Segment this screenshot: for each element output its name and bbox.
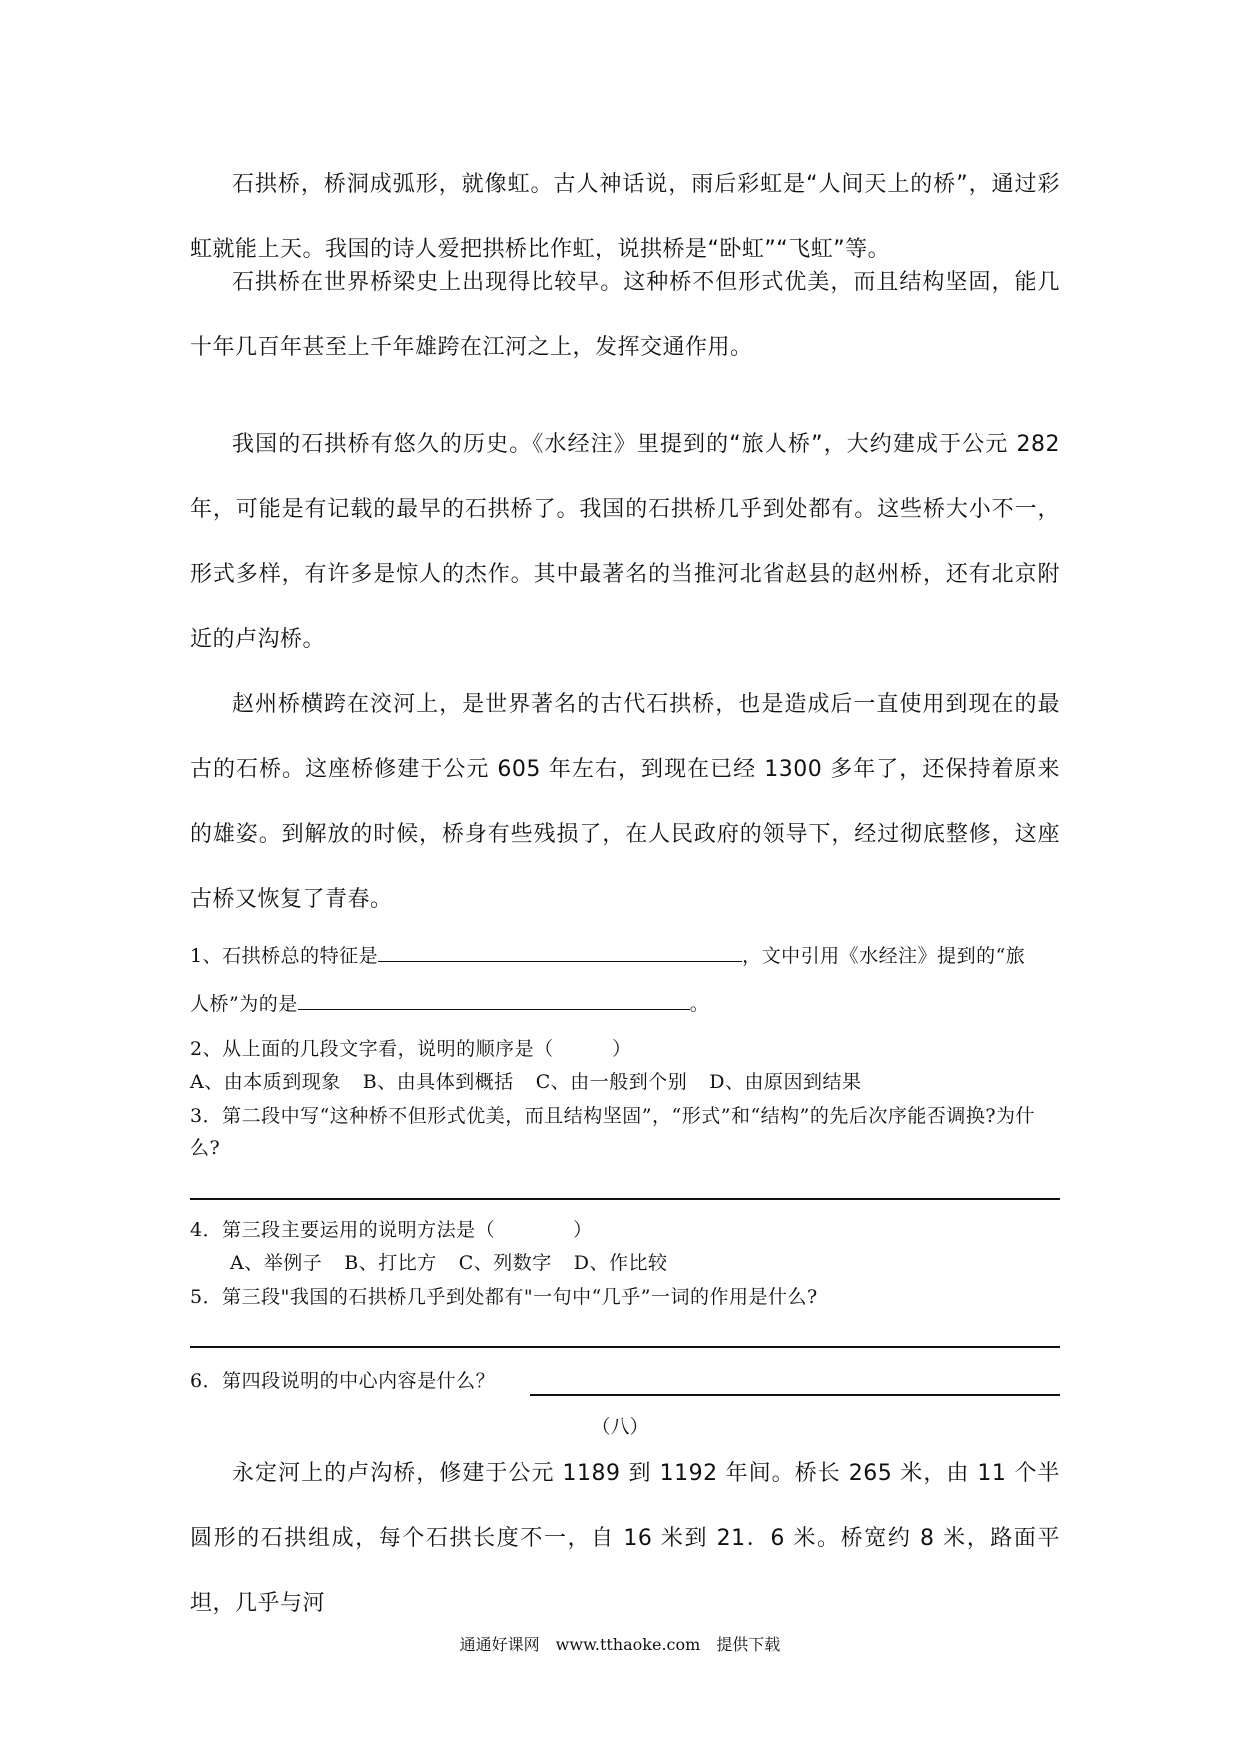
option-4d[interactable]: D、作比较	[573, 1252, 668, 1274]
answer-line-3[interactable]	[190, 1198, 1060, 1200]
footer-text: 通通好课网 www.tthaoke.com 提供下载	[459, 1635, 781, 1654]
question-4-options	[230, 1247, 1060, 1279]
question-4: 4．第三段主要运用的说明方法是（ ）	[190, 1219, 593, 1241]
question-1-text-b: ，文中引用《水经注》提到的“旅	[742, 945, 1026, 967]
question-1-text-a: 1、石拱桥总的特征是	[190, 945, 379, 967]
answer-line-6[interactable]	[530, 1394, 1060, 1396]
option-2b[interactable]: B、由具体到概括	[362, 1071, 514, 1093]
question-2: 2、从上面的几段文字看，说明的顺序是（ ）	[190, 1038, 632, 1060]
option-2d[interactable]: D、由原因到结果	[709, 1071, 862, 1093]
paragraph-2: 石拱桥在世界桥梁史上出现得比较早。这种桥不但形式优美，而且结构坚固，能几十年几百年甚至上千年雄跨在江河之上，发挥交通作用。	[190, 270, 1060, 360]
paragraph-4: 赵州桥横跨在洨河上，是世界著名的古代石拱桥，也是造成后一直使用到现在的最古的石桥。这座桥修建于公元 605 年左右，到现在已经 1300 多年了，还保持着原来的雄姿。到解放的时候，桥身有些残损了，在人民政府的领导下，经过彻底整修，这座古桥又恢复了青春。	[190, 692, 1060, 912]
question-1-text-d: 。	[689, 993, 710, 1015]
question-1-cont	[190, 988, 1060, 1020]
section-8-title: （八）	[591, 1416, 649, 1438]
question-5: 5．第三段"我国的石拱桥几乎到处都有"一句中“几乎”一词的作用是什么?	[190, 1286, 818, 1308]
question-1-text-c: 人桥”为的是	[190, 993, 298, 1015]
question-6: 6．第四段说明的中心内容是什么？	[190, 1370, 496, 1392]
question-2-options	[190, 1066, 1060, 1098]
option-4a[interactable]: A、举例子	[230, 1252, 323, 1274]
option-4c[interactable]: C、列数字	[458, 1252, 552, 1274]
paragraph-1: 石拱桥，桥洞成弧形，就像虹。古人神话说，雨后彩虹是“人间天上的桥”，通过彩虹就能上天。我国的诗人爱把拱桥比作虹，说拱桥是“卧虹”“飞虹”等。	[190, 172, 1060, 262]
answer-blank-1[interactable]	[378, 941, 742, 962]
option-2c[interactable]: C、由一般到个别	[535, 1071, 688, 1093]
question-3: 3．第二段中写“这种桥不但形式优美，而且结构坚固”，“形式”和“结构”的先后次序能否调换?为什么?	[190, 1105, 1036, 1159]
question-1	[190, 940, 1060, 972]
option-2a[interactable]: A、由本质到现象	[190, 1071, 341, 1093]
answer-line-5[interactable]	[190, 1346, 1060, 1348]
paragraph-3: 我国的石拱桥有悠久的历史。《水经注》里提到的“旅人桥”，大约建成于公元 282 年，可能是有记载的最早的石拱桥了。我国的石拱桥几乎到处都有。这些桥大小不一，形式多样，有许多是惊人的杰作。其中最著名的当推河北省赵县的赵州桥，还有北京附近的卢沟桥。	[190, 432, 1060, 652]
answer-blank-2[interactable]	[298, 989, 690, 1010]
section-8-paragraph: 永定河上的卢沟桥，修建于公元 1189 到 1192 年间。桥长 265 米，由 11 个半圆形的石拱组成，每个石拱长度不一，自 16 米到 21．6 米。桥宽约 8 米，路面平坦，几乎与河	[190, 1461, 1060, 1616]
option-4b[interactable]: B、打比方	[344, 1252, 437, 1274]
